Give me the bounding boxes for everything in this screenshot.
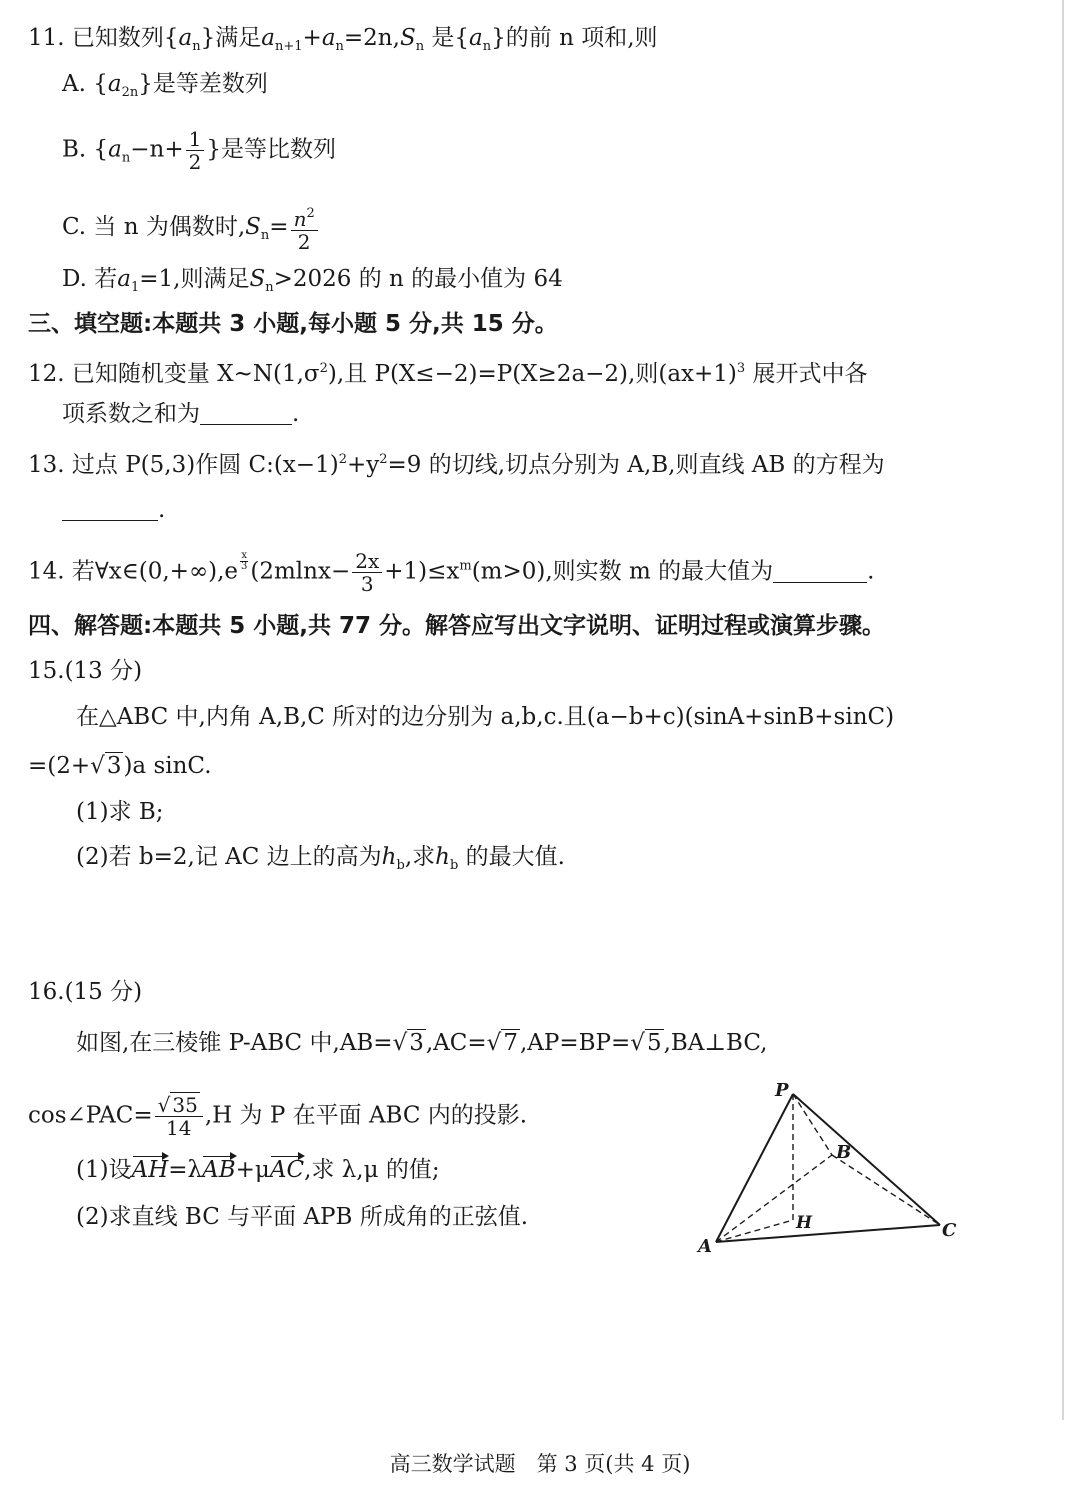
q11-option-d: D. 若$a_1=1$,则满足$S_n>2026$ 的 n 的最小值为 64 bbox=[62, 266, 563, 295]
q11-stem: 11. 已知数列$\{a_n\}$满足$a_{n+1}+a_n=2n,S_n$ 是$\{a_n\}$的前 n 项和,则 bbox=[28, 25, 658, 54]
answer-blank[interactable] bbox=[200, 402, 292, 425]
q11-option-b: B. {$a_n-n+$ $\frac{1}{2}$ }是等比数列 bbox=[62, 127, 336, 174]
q15-header: 15.(13 分) bbox=[28, 658, 143, 684]
edge-bc bbox=[832, 1155, 940, 1225]
q11-option-c: C. 当 n 为偶数时$,S_n=$ $\frac{n^2}{2}$ bbox=[62, 203, 320, 253]
q16-line2: cos∠PAC= $\frac{√ 35}{14}$ ,H 为 P 在平面 ABC 内的投影. bbox=[28, 1093, 528, 1140]
q11-option-a: A. $\{a_{2n}\}$是等差数列 bbox=[62, 71, 268, 100]
edge-pc bbox=[793, 1094, 940, 1225]
edge-ac bbox=[716, 1225, 940, 1242]
q16-line1: 如图,在三棱锥 P-ABC 中,AB=√3,AC=√7,AP=BP=√5,BA⊥BC, bbox=[76, 1030, 768, 1056]
label-c: C bbox=[942, 1220, 957, 1241]
edge-ab bbox=[716, 1155, 832, 1242]
page-edge bbox=[1062, 0, 1064, 1420]
q15-line2: =(2+√3)a sinC. bbox=[28, 753, 212, 779]
answer-blank[interactable] bbox=[62, 498, 158, 521]
q12-line2: 项系数之和为 . bbox=[62, 401, 300, 427]
q16-part1: (1)设AH=λAB+μAC,求 λ,μ 的值; bbox=[76, 1154, 440, 1186]
q15-part1: (1)求 B; bbox=[76, 799, 164, 825]
label-h: H bbox=[796, 1213, 813, 1233]
q14-line: 14. 若∀x∈(0,+∞),e $\frac{x}{3}$ (2mlnx− $\frac{2x}{3}$ $+1)\le x^m(m>0)$,则实数 m 的最大值为 . bbox=[28, 549, 875, 596]
answer-blank[interactable] bbox=[773, 560, 867, 583]
q12-line1: 12. 已知随机变量 $X\sim N(1,\sigma^2)$,且 P(X≤−2)=P(X≥2a−2),则$(ax+1)^3$ 展开式中各 bbox=[28, 361, 868, 387]
section-heading-problems: 四、解答题:本题共 5 小题,共 77 分。解答应写出文字说明、证明过程或演算步骤。 bbox=[28, 613, 885, 639]
section-heading-fill-in: 三、填空题:本题共 3 小题,每小题 5 分,共 15 分。 bbox=[28, 311, 558, 337]
q16-header: 16.(15 分) bbox=[28, 979, 143, 1005]
pyramid-figure bbox=[690, 1070, 980, 1270]
page-footer: 高三数学试题 第 3 页(共 4 页) bbox=[389, 1452, 691, 1476]
label-a: A bbox=[698, 1236, 712, 1257]
q15-part2: (2)若 b=2,记 AC 边上的高为$h_b$,求$h_b$ 的最大值. bbox=[76, 844, 565, 873]
label-b: B bbox=[836, 1142, 852, 1163]
edge-pa bbox=[716, 1094, 793, 1242]
q16-part2: (2)求直线 BC 与平面 APB 所成角的正弦值. bbox=[76, 1204, 529, 1230]
q13-line2: . bbox=[62, 494, 165, 526]
q15-line1: 在△ABC 中,内角 A,B,C 所对的边分别为 a,b,c.且(a−b+c)(sinA+sinB+sinC) bbox=[76, 704, 895, 730]
fraction-half: $\frac{1}{2}$ bbox=[186, 128, 205, 173]
q13-line1: 13. 过点 P(5,3)作圆 $C:(x-1)^2+y^2=9$ 的切线,切点分别为 A,B,则直线 AB 的方程为 bbox=[28, 452, 885, 478]
label-p: P bbox=[775, 1080, 789, 1101]
fraction-n-squared-half: $\frac{n^2}{2}$ bbox=[291, 203, 318, 253]
